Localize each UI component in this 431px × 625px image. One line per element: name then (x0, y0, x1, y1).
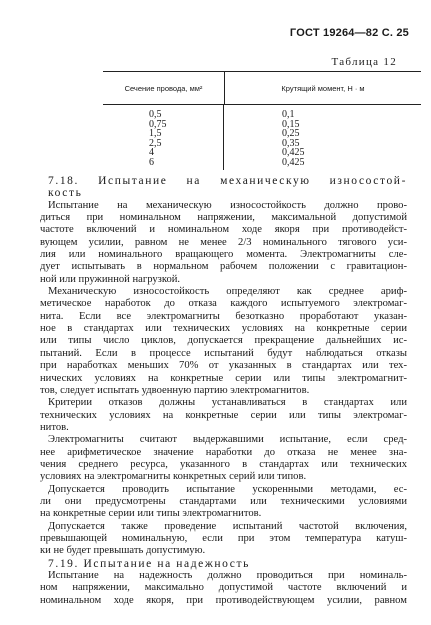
paragraph-line: превышающей номинальную, если при этом температура катуш- (40, 532, 407, 544)
table-cell-section: 4 (149, 147, 154, 159)
paragraph-line: ной или пружинной нагрузкой. (40, 273, 181, 285)
table-caption: Таблица 12 (331, 56, 397, 68)
paragraph-line: Испытание на механическую износостойкость должно прово- (48, 199, 407, 211)
table-cell-section: 6 (149, 156, 154, 168)
table-cell-torque: 0,425 (282, 156, 305, 168)
paragraph-line: номинальном ходе якоря, при противодействующем усилии, равном (40, 594, 407, 606)
paragraph-line: метическое наработок до отказа каждого испытуемого электромаг- (40, 298, 407, 310)
paragraph-line: ном напряжении, максимально допустимой частоте включений и (40, 582, 407, 594)
paragraph-line: нических условиях на конкретные серии или типы электромагнит- (40, 372, 407, 384)
paragraph-line: Допускается также проведение испытаний частотой включения, (48, 520, 407, 532)
paragraph-line: Критерии отказов должны устанавливаться в стандартах или (48, 397, 407, 409)
paragraph-line: условиях на электромагниты конкретных серий или типов. (40, 471, 307, 483)
paragraph-line: на конкретные серии или типы электромагнитов. (40, 508, 262, 520)
table-cell-torque: 0,35 (282, 137, 300, 149)
table-cell-torque: 0,25 (282, 128, 300, 140)
table-cell-section: 0,5 (149, 109, 162, 120)
paragraph-line: Электромагниты считают выдержавшими испытание, если сред- (48, 434, 407, 446)
paragraph-line: Испытание на надежность должно проводиться при номиналь- (48, 570, 407, 581)
paragraph-line: тов, следует испытать удвоенную партию электромагнитов. (40, 384, 310, 396)
section-heading: 7.19. Испытание на надежность (48, 557, 250, 570)
paragraph-line: чения среднего ресурса, указанного в стандартах или технических (40, 458, 407, 470)
column-header-torque: Крутящий момент, Н · м (281, 83, 365, 93)
paragraph-line: технических условиях на конкретные серии или типы электромаг- (40, 409, 407, 421)
paragraph-line: Допускается проводить испытание ускоренными методами, ес- (48, 483, 407, 495)
paragraph-line: при наработках меньших 70% от указанных в стандартах или тех- (40, 360, 407, 372)
table-cell-torque: 0,425 (282, 147, 305, 159)
column-section-values (103, 105, 224, 170)
paragraph-line: нее арифметическое значение наработки до отказа не менее зна- (40, 446, 407, 458)
table-cell-section: 1,5 (149, 128, 162, 140)
page-header: ГОСТ 19264—82 С. 25 (289, 27, 409, 39)
paragraph-line: частоте включений и номинальном ходе якоря при противодейст- (40, 224, 407, 236)
paragraph-line: пытаний. Если в процессе испытаний будут наблюдаться отказы (40, 347, 407, 359)
table-header-row (103, 72, 421, 105)
paragraph-line: нитов. (40, 421, 69, 433)
paragraph-line: Механическую износостойкость определяют как среднее ариф- (48, 286, 407, 298)
table-cell-torque: 0,15 (282, 118, 300, 130)
table-cell-section: 2,5 (149, 137, 162, 149)
section-heading: кость (48, 187, 83, 200)
table-body (103, 105, 421, 170)
column-torque-values (224, 105, 421, 170)
data-table (103, 71, 421, 170)
paragraph-line: лия или номинального вращающего момента. Электромагниты сле- (40, 249, 407, 261)
paragraph-line: ли они предусмотрены стандартами или техническими условиями (40, 495, 407, 507)
paragraph-line: ное в стандартах или технических условиях на конкретные серии (40, 323, 407, 335)
paragraph-line: или типы число циклов, допускается прекращение дальнейших ис- (40, 335, 407, 347)
paragraph-line: нита. Если все электромагниты безотказно проработают указан- (40, 310, 407, 322)
paragraph-line: вующем усилии, равном не менее 2/3 номинального тягового уси- (40, 236, 407, 248)
column-header-section: Сечение провода, мм² (103, 72, 225, 104)
paragraph-line: дует испытывать в нормальном рабочем положении с гравитацион- (40, 261, 407, 273)
table-cell-section: 0,75 (149, 118, 167, 130)
table-cell-torque: 0,1 (282, 109, 295, 120)
section-heading: 7.18. Испытание на механическую износостой- (48, 175, 407, 187)
paragraph-line: диться при номинальном напряжении, максимальной допустимой (40, 212, 407, 224)
document-body (40, 175, 407, 607)
paragraph-line: ки не будет превышать допустимую. (40, 545, 206, 557)
